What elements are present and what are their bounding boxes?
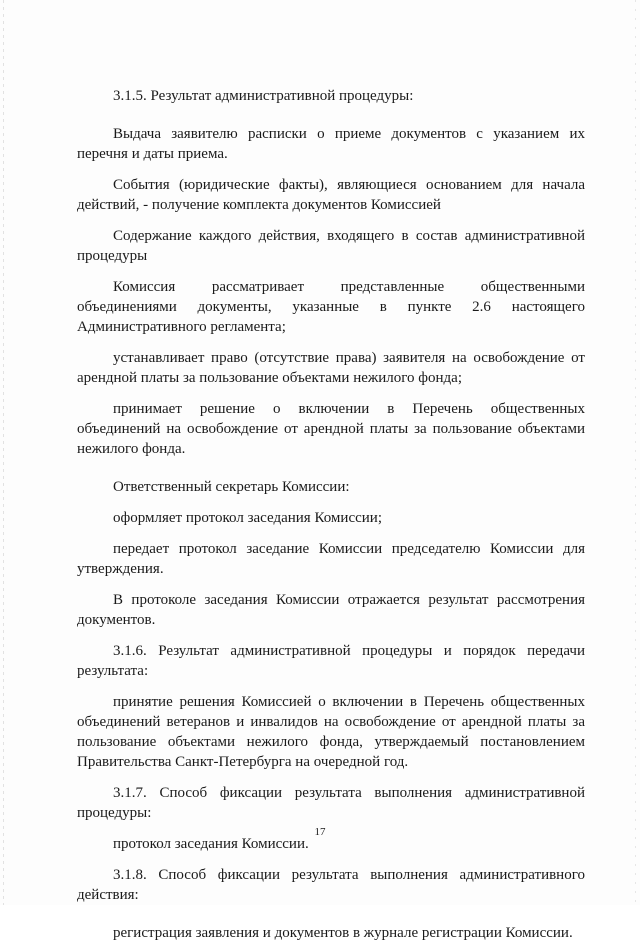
paragraph: В протоколе заседания Комиссии отражается результат рассмотрения документов. <box>77 592 585 628</box>
section-heading-3-1-8: 3.1.8. Способ фиксации результата выполнения административного действия: <box>77 867 585 903</box>
paragraph: регистрация заявления и документов в журнале регистрации Комиссии. <box>113 925 573 941</box>
paragraph: Выдача заявителю расписки о приеме документов с указанием их перечня и даты приема. <box>77 126 585 162</box>
section-heading-3-1-6: 3.1.6. Результат административной процедуры и порядок передачи результата: <box>77 643 585 679</box>
scan-edge-left <box>3 0 4 905</box>
paragraph: Комиссия рассматривает представленные общественными объединениями документы, указанные в пункте 2.6 настоящего Административного регламента; <box>77 279 585 335</box>
scan-edge-right <box>635 0 636 905</box>
paragraph: протокол заседания Комиссии. <box>113 836 309 852</box>
paragraph: Ответственный секретарь Комиссии: <box>113 479 350 495</box>
section-heading-3-1-7: 3.1.7. Способ фиксации результата выполнения административной процедуры: <box>77 785 585 821</box>
paragraph: События (юридические факты), являющиеся основанием для начала действий, - получение комплекта документов Комиссией <box>77 177 585 213</box>
paragraph: передает протокол заседание Комиссии председателю Комиссии для утверждения. <box>77 541 585 577</box>
paragraph: принятие решения Комиссией о включении в Перечень общественных объединений ветеранов и инвалидов на освобождение от арендной платы за пользование объектами нежилого фонда, утверждаемый постановлением Правительства Санкт-Петербурга на очередной год. <box>77 694 585 770</box>
page-number: 17 <box>314 826 326 838</box>
paragraph: Содержание каждого действия, входящего в состав административной процедуры <box>77 228 585 264</box>
paragraph: устанавливает право (отсутствие права) заявителя на освобождение от арендной платы за пользование объектами нежилого фонда; <box>77 350 585 386</box>
paragraph: принимает решение о включении в Перечень общественных объединений на освобождение от арендной платы за пользование объектами нежилого фонда. <box>77 401 585 457</box>
paragraph: оформляет протокол заседания Комиссии; <box>113 510 382 526</box>
section-heading-3-1-5: 3.1.5. Результат административной процедуры: <box>113 88 414 104</box>
document-body <box>77 86 585 943</box>
